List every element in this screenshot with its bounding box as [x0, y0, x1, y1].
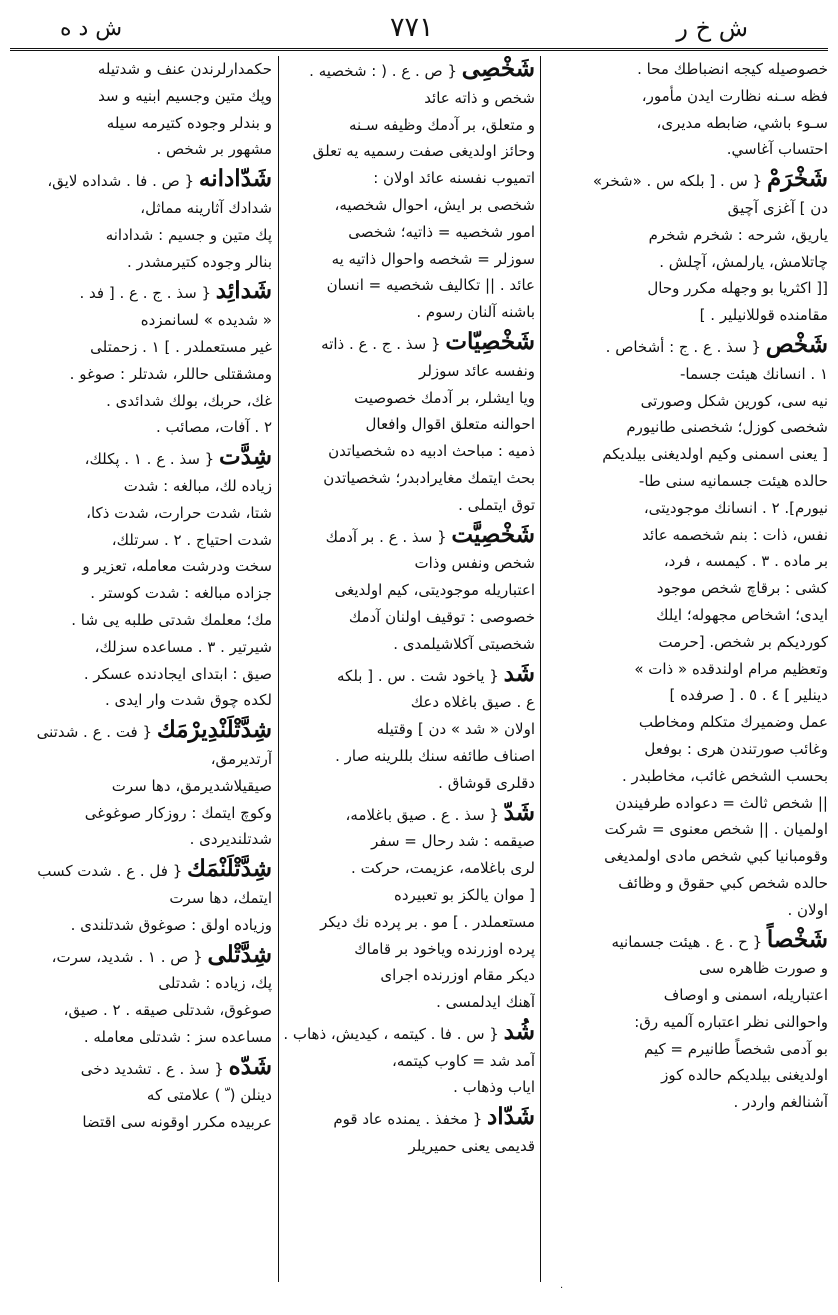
entry-line: [14, 746, 272, 773]
dictionary-entry: [545, 927, 828, 1117]
entry-line: [545, 870, 828, 897]
entry-text: شيرتير . ٣ . مساعده سزلك،: [94, 637, 272, 656]
entry-text: دينلن ( ّ ) علامتى كه: [146, 1086, 272, 1105]
header-rule: [10, 48, 828, 51]
dictionary-entry: [283, 1104, 535, 1160]
entry-text: نفس، ذات : بنم شخصمه عائد: [642, 525, 828, 544]
entry-line: [283, 962, 535, 989]
entry-text: پك، زياده : شدتلى: [158, 974, 272, 993]
entry-text: پك متين و جسيم : شدادانه: [105, 225, 272, 244]
entry-headword: شِدَّتْلَنْدِيرْمَك: [156, 716, 272, 744]
entry-text: زياده لك، مبالغه : شدت: [123, 476, 272, 495]
entry-line: [283, 165, 535, 192]
entry-text: جزاده مبالغه : شدت كوستر .: [90, 584, 272, 603]
entry-text: امور شخصيه = ذاتيه؛ شخصى: [348, 222, 535, 241]
entry-text: [ يعنى اسمنى وكيم اولديغنى بيلديكم: [602, 445, 828, 464]
entry-line: [14, 634, 272, 661]
entry-text: [[ اكثريا بو وجهله مكرر وحال: [647, 279, 828, 298]
entry-line: [14, 414, 272, 441]
entry-text: بحسب الشخص غائب، مخاطبدر .: [621, 766, 828, 785]
entry-text: { مخفذ . يمنده عاد قوم: [333, 1110, 483, 1129]
entry-text: دقلرى قوشاق .: [438, 773, 535, 792]
entry-text: ونفسه عائد سوزلر: [419, 361, 535, 380]
entry-line: [14, 195, 272, 222]
column-middle: [283, 56, 535, 1282]
entry-text: || شخص ثالث = دعواده طرفيندن: [615, 793, 828, 812]
entry-line: [14, 773, 272, 800]
entry-line: [545, 1009, 828, 1036]
entry-text: وقومبانيا كبي شخص مادى اولمديغى: [604, 847, 828, 866]
entry-text: توق ايتملى .: [458, 495, 535, 514]
entry-text: وتعظيم مرام اولندقده « ذات »: [634, 659, 828, 678]
entry-line: [283, 272, 535, 299]
entry-text: شخصى بر ايش، احوال شخصيه،: [334, 195, 535, 214]
entry-line: [14, 166, 272, 195]
page-header: [10, 10, 828, 46]
entry-text: وكوچ ايتمك : روزكار صوغوغى: [84, 803, 272, 822]
entry-line: [545, 495, 828, 522]
entry-line: [283, 56, 535, 85]
entry-line: [545, 249, 828, 276]
entry-text: و بندلر وجوده كتيرمه سيله: [106, 113, 272, 132]
entry-line: [14, 885, 272, 912]
page-mark: ·: [560, 1283, 564, 1294]
entry-headword: شَدّ: [503, 798, 535, 826]
entry-text: ايدى؛ اشخاص مجهوله؛ ايلك: [656, 605, 828, 624]
entry-text: { سذ . ع . تشديد دخى: [80, 1059, 224, 1078]
column-right: [545, 56, 828, 1282]
dictionary-entry: [14, 942, 272, 1051]
entry-text: مساعده سز : شدتلى معامله .: [83, 1027, 272, 1046]
column-divider-right: [540, 56, 541, 1282]
entry-text: { ص . ١ . شديد، سرت،: [51, 947, 203, 966]
entry-headword: شُد: [503, 1017, 535, 1045]
entry-line: [545, 302, 828, 329]
entry-text: سوزلر = شخصه واحوال ذاتيه يه: [331, 249, 535, 268]
dictionary-entry: [545, 56, 828, 163]
entry-text: اياب وذهاب .: [453, 1078, 535, 1097]
entry-line: [14, 553, 272, 580]
entry-line: [283, 329, 535, 358]
entry-headword: شَخْرَمْ: [766, 165, 828, 193]
entry-line: [283, 631, 535, 658]
entry-text: چاتلامش، يارلمش، آچلش .: [659, 252, 828, 271]
entry-text: شخص و ذاته عائد: [424, 88, 535, 107]
entry-text: « شديده » لسانمزده: [140, 311, 272, 330]
entry-line: [545, 575, 828, 602]
entry-text: بحث ايتمك مغايرادبدر؛ شخصياتدن: [323, 468, 535, 487]
entry-line: [14, 473, 272, 500]
entry-text: اولان « شد » دن ] وقتيله: [376, 720, 535, 739]
entry-line: [545, 56, 828, 83]
entry-headword: شَدّاد: [487, 1103, 535, 1131]
entry-text: عمل وضميرك متكلم ومخاطب: [638, 713, 828, 732]
header-right-letters: ش خ ر: [676, 14, 748, 42]
entry-text: كشى : برقاچ شخص موجود: [656, 579, 828, 598]
entry-line: [545, 927, 828, 956]
entry-line: [283, 936, 535, 963]
entry-line: [545, 548, 828, 575]
entry-line: [545, 332, 828, 361]
entry-text: { سذ . ع . صيق باغلامه،: [345, 805, 499, 824]
entry-text: كورديكم بر شخص. [حرمت: [658, 632, 828, 651]
entry-text: مستعملدر . ] مو . بر پرده نك ديكر: [320, 912, 535, 931]
dictionary-entry: [283, 56, 535, 326]
entry-text: و متعلق، بر آدمك وظيفه سـنه: [348, 115, 535, 134]
entry-line: [14, 334, 272, 361]
entry-line: [14, 527, 272, 554]
entry-line: [283, 1074, 535, 1101]
entry-line: [545, 897, 828, 924]
entry-line: [283, 1019, 535, 1048]
entry-headword: شَدّه: [228, 1052, 272, 1080]
entry-text: لكده چوق شدت وار ايدى .: [104, 691, 272, 710]
entry-text: غير مستعملدر . ] ١ . زحمتلى: [90, 337, 272, 356]
entry-text: شخص ونفس وذات: [414, 554, 535, 573]
entry-text: قديمى يعنى حميريلر: [408, 1137, 535, 1156]
entry-line: [14, 444, 272, 473]
entry-line: [545, 682, 828, 709]
entry-line: [14, 388, 272, 415]
entry-line: [545, 166, 828, 195]
entry-line: [14, 249, 272, 276]
entry-line: [545, 110, 828, 137]
entry-text: { ص . ع . ( : شخصيه .: [309, 62, 457, 80]
entry-line: [14, 661, 272, 688]
entry-line: [283, 411, 535, 438]
entry-text: آشنالغم واردر .: [733, 1093, 828, 1112]
dictionary-entry: [283, 329, 535, 519]
entry-line: [545, 843, 828, 870]
page-number: ٧٧١: [390, 12, 434, 43]
entry-text: اولديغنى بيلديكم حالده كوز: [661, 1066, 828, 1085]
entry-text: [ موان يالكز بو تعبيرده: [394, 885, 535, 904]
entry-line: [545, 361, 828, 388]
dictionary-entry: [14, 717, 272, 853]
entry-line: [283, 882, 535, 909]
entry-headword: شَد: [503, 659, 535, 687]
entry-line: [283, 800, 535, 829]
entry-line: [14, 278, 272, 307]
entry-text: بو آدمى شخصاً طانيرم = كيم: [644, 1039, 828, 1058]
entry-headword: شِدَّتْلَنْمَك: [187, 855, 272, 883]
entry-text: سـوء باشي، ضابطه مديرى،: [656, 113, 828, 132]
entry-line: [283, 192, 535, 219]
entry-text: شدتلنديردى .: [189, 830, 272, 849]
entry-line: [545, 736, 828, 763]
entry-line: [14, 607, 272, 634]
entry-line: [545, 1089, 828, 1116]
entry-text: { سذ . ع . بر آدمك: [325, 527, 447, 546]
entry-line: [545, 1062, 828, 1089]
entry-line: [14, 942, 272, 971]
entry-line: [545, 522, 828, 549]
entry-text: اصناف طائفه سنك بللرينه صار .: [335, 746, 535, 765]
entry-text: و صورت ظاهره سى: [698, 959, 828, 978]
entry-headword: شَخْصِيّات: [445, 327, 535, 355]
entry-line: [14, 222, 272, 249]
entry-text: پرده اوزرنده وياخود بر قاماك: [354, 939, 535, 958]
entry-line: [14, 687, 272, 714]
entry-line: [545, 136, 828, 163]
entry-text: دينلير ] ٤ . ٥ . [ صرفده ]: [669, 686, 828, 705]
entry-text: خصوصى : توقيف اولنان آدمك: [348, 607, 535, 626]
entry-line: [14, 56, 272, 83]
entry-text: مك؛ معلمك شدتى طلبه يى شا .: [71, 610, 272, 629]
entry-headword: شَدائِد: [215, 277, 272, 305]
entry-line: [14, 580, 272, 607]
entry-text: عربيده مكرر اوقونه سى اقتضا: [82, 1113, 272, 1132]
entry-line: [545, 982, 828, 1009]
entry-text: واحوالنى نظر اعتباره آلميه رق:: [634, 1012, 828, 1031]
entry-text: ياريق، شرحه : شخرم شخرم: [648, 225, 828, 244]
entry-text: آهنك ايدلمسى .: [436, 993, 535, 1012]
entry-line: [283, 1104, 535, 1133]
entry-line: [14, 1024, 272, 1051]
entry-text: صيقيلاشديرمق، دها سرت: [111, 776, 272, 795]
entry-line: [14, 997, 272, 1024]
entry-text: دن ] آغزى آچيق: [727, 198, 828, 217]
entry-text: فظه سـنه نظارت ايدن مأمور،: [641, 86, 828, 105]
entry-line: [283, 138, 535, 165]
entry-line: [14, 970, 272, 997]
entry-text: شدت احتياج . ٢ . سرتلك،: [111, 530, 272, 549]
entry-text: حالده شخص كبي حقوق و وظائف: [618, 873, 828, 892]
entry-line: [283, 1133, 535, 1160]
entry-line: [545, 709, 828, 736]
entry-text: { فت . ع . شدتنى: [36, 723, 153, 742]
entry-line: [545, 275, 828, 302]
entry-text: وپك متين وجسيم ابنيه و سد: [98, 86, 272, 105]
entry-line: [14, 500, 272, 527]
entry-line: [14, 136, 272, 163]
entry-text: اولميان . || شخص معنوى = شركت: [604, 820, 828, 839]
dictionary-entry: [545, 166, 828, 329]
entry-text: ع . صيق باغلاه دعك: [410, 693, 535, 712]
entry-line: [14, 856, 272, 885]
entry-text: آرتديرمق،: [210, 749, 272, 768]
entry-text: نيه سى، كورين شكل وصورتى: [640, 391, 828, 410]
dictionary-entry: [14, 1054, 272, 1136]
entry-headword: شِدَّت: [219, 443, 272, 471]
dictionary-entry: [545, 332, 828, 924]
entry-line: [283, 492, 535, 519]
entry-text: { سذ . ج . ع . ذاته: [321, 334, 441, 353]
entry-line: [283, 743, 535, 770]
entry-line: [545, 602, 828, 629]
entry-line: [14, 912, 272, 939]
column-divider-left: [278, 56, 279, 1282]
entry-text: ذميه : مباحث ادبيه ده شخصياتدن: [328, 442, 535, 461]
entry-line: [545, 441, 828, 468]
entry-text: لرى باغلامه، عزيمت، حركت .: [351, 859, 535, 878]
entry-text: شدادك آثارينه مماثل،: [140, 198, 272, 217]
entry-line: [283, 855, 535, 882]
entry-line: [283, 219, 535, 246]
entry-text: بنالر وجوده كتيرمشدر .: [127, 252, 272, 271]
entry-line: [14, 826, 272, 853]
entry-text: { سذ . ج . ع . [ فد .: [79, 284, 211, 303]
entry-text: ويا ايشلر، بر آدمك خصوصيت: [354, 388, 535, 407]
entry-line: [283, 909, 535, 936]
entry-line: [283, 770, 535, 797]
entry-text: عائد . || تكاليف شخصيه = انسان: [326, 276, 535, 295]
entry-line: [545, 388, 828, 415]
entry-line: [545, 222, 828, 249]
entry-line: [14, 800, 272, 827]
entry-text: { ياخود شت . س . [ بلكه: [337, 666, 499, 685]
dictionary-entry: [283, 800, 535, 1016]
entry-text: سخت ودرشت معامله، تعزير و: [82, 557, 272, 576]
entry-line: [283, 604, 535, 631]
entry-text: ديكر مقام اوزرنده اجراى: [380, 966, 535, 985]
entry-line: [283, 828, 535, 855]
header-left-letters: ش د ه: [60, 15, 123, 41]
entry-text: غك، حربك، بولك شدائدى .: [106, 391, 272, 410]
entry-text: { سذ . ع . ج : أشخاص .: [605, 337, 761, 356]
entry-text: ومشقتلى حاللر، شدتلر : صوغو .: [69, 364, 272, 383]
entry-line: [283, 385, 535, 412]
entry-text: اعتباريله موجوديتى، كيم اولديغى: [334, 581, 535, 600]
dictionary-entry: [283, 522, 535, 658]
entry-line: [283, 465, 535, 492]
entry-text: بر ماده . ٣ . كيمسه ، فرد،: [663, 552, 828, 571]
entry-line: [283, 989, 535, 1016]
entry-line: [283, 689, 535, 716]
dictionary-entry: [14, 56, 272, 163]
entry-text: ٢ . آفات، مصائب .: [155, 418, 272, 437]
entry-text: باشنه آلنان رسوم .: [416, 303, 535, 322]
entry-text: شخصى كوزل؛ شخصنى طانيورم: [626, 418, 828, 437]
entry-line: [283, 246, 535, 273]
entry-line: [14, 717, 272, 746]
entry-headword: شَخْص: [765, 330, 828, 358]
entry-headword: شِدَّتْلى: [207, 940, 272, 968]
entry-line: [14, 1054, 272, 1083]
entry-text: صيق : ابتداى ايجادنده عسكر .: [83, 664, 272, 683]
entry-text: { فل . ع . شدت كسب: [37, 862, 183, 881]
entry-headword: شَخْصِيَّت: [451, 520, 535, 548]
column-left: [14, 56, 272, 1282]
entry-line: [283, 577, 535, 604]
entry-text: اتميوب نفسنه عائد اولان :: [373, 169, 535, 188]
entry-headword: شَدّادانه: [198, 165, 272, 193]
dictionary-entry: [14, 278, 272, 441]
entry-text: وحائز اولديغى صفت رسميه يه تعلق: [312, 142, 535, 161]
entry-line: [14, 1109, 272, 1136]
entry-text: احتساب آغاسي.: [726, 140, 828, 159]
entry-text: اعتباريله، اسمنى و اوصاف: [663, 986, 828, 1005]
entry-line: [545, 763, 828, 790]
entry-text: { س . فا . كيتمه ، كيديش، ذهاب .: [283, 1024, 499, 1043]
entry-text: حالده هيئت جسمانيه سنى طا-: [638, 471, 828, 490]
entry-line: [283, 716, 535, 743]
entry-line: [14, 83, 272, 110]
entry-line: [283, 112, 535, 139]
entry-text: { ص . فا . شداده لايق،: [47, 172, 195, 191]
entry-text: ١ . انسانك هيئت جسما-: [679, 364, 828, 383]
entry-line: [14, 361, 272, 388]
dictionary-entry: [14, 856, 272, 938]
entry-text: آمد شد = كاوب كيتمه،: [392, 1051, 535, 1070]
entry-line: [545, 468, 828, 495]
entry-line: [545, 656, 828, 683]
entry-line: [545, 790, 828, 817]
entry-text: وزياده اولق : صوغوق شدتلندى .: [70, 915, 272, 934]
entry-headword: شَخْصِى: [461, 56, 535, 82]
entry-text: { ح . ع . هيئت جسمانيه: [611, 932, 763, 951]
entry-text: شخصيتى آكلاشيلمدى .: [393, 634, 535, 653]
entry-headword: شَخْصاً: [766, 925, 828, 953]
entry-line: [545, 414, 828, 441]
entry-line: [283, 550, 535, 577]
entry-line: [14, 110, 272, 137]
entry-text: مقامنده قوللانيلير . ]: [699, 306, 828, 325]
entry-text: ايتمك، دها سرت: [169, 888, 272, 907]
entry-line: [14, 1082, 272, 1109]
entry-text: شتا، شدت حرارت، شدت ذكا،: [86, 503, 272, 522]
entry-line: [545, 816, 828, 843]
entry-line: [283, 438, 535, 465]
entry-line: [545, 629, 828, 656]
entry-text: اولان .: [787, 900, 828, 919]
entry-line: [545, 195, 828, 222]
dictionary-entry: [14, 444, 272, 714]
entry-line: [545, 955, 828, 982]
entry-line: [283, 85, 535, 112]
entry-line: [545, 1036, 828, 1063]
entry-line: [283, 358, 535, 385]
entry-text: نيورم]. ٢ . انسانك موجوديتى،: [643, 498, 828, 517]
entry-text: { سذ . ع . ١ . پكلك،: [84, 450, 215, 469]
entry-line: [283, 1048, 535, 1075]
entry-text: صيقمه : شد رحال = سفر: [371, 832, 535, 851]
entry-text: حكمدارلرندن عنف و شدتيله: [97, 60, 272, 78]
entry-text: وغائب صورتندن هرى : بوفعل: [644, 739, 828, 758]
dictionary-entry: [283, 1019, 535, 1101]
entry-line: [14, 307, 272, 334]
entry-line: [283, 522, 535, 551]
dictionary-entry: [14, 166, 272, 275]
entry-text: خصوصيله كيجه انضباطك محا .: [637, 60, 828, 78]
entry-line: [545, 83, 828, 110]
entry-text: { س . [ بلكه س . «شخر»: [592, 172, 763, 191]
entry-text: صوغوق، شدتلى صيقه . ٢ . صيق،: [63, 1001, 272, 1020]
entry-line: [283, 299, 535, 326]
entry-line: [283, 661, 535, 690]
entry-text: احوالنه متعلق اقوال وافعال: [365, 415, 535, 434]
entry-text: مشهور بر شخص .: [156, 140, 272, 159]
dictionary-entry: [283, 661, 535, 797]
